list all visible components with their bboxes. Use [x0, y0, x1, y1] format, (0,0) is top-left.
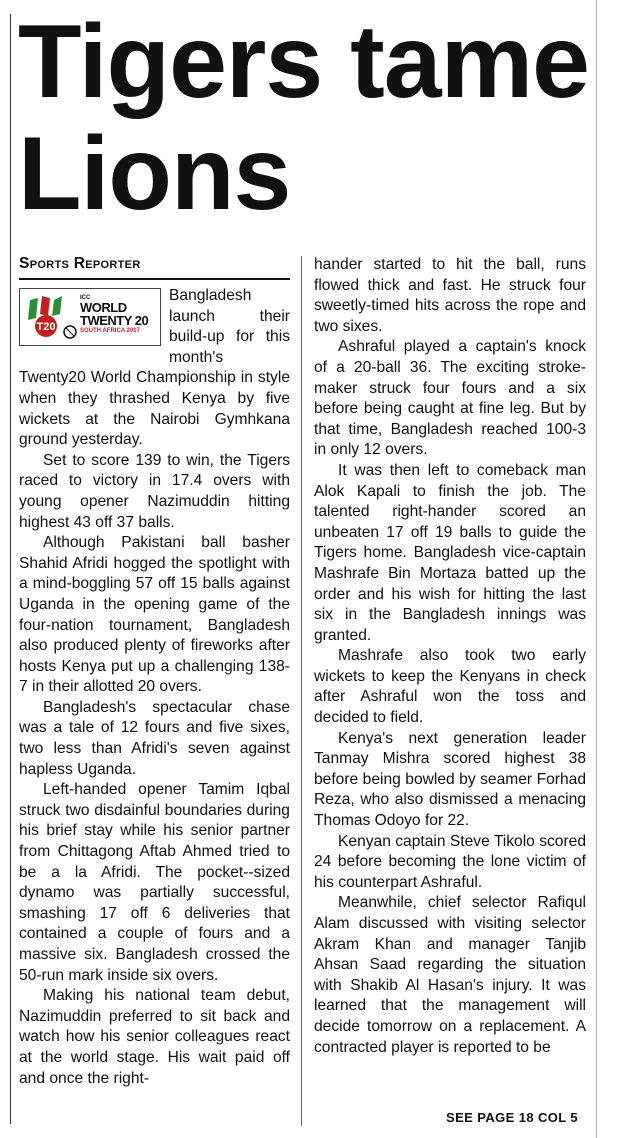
paragraph: Bangladesh's spectacular chase was a tale of 12 fours and five sixes, two less than Afridi's seven against hapless Uganda.	[19, 698, 290, 778]
paragraph: Kenyan captain Steve Tikolo scored 24 before becoming the lone victim of his counterpart Ashraful.	[314, 832, 586, 891]
paragraph: Although Pakistani ball basher Shahid Afridi hogged the spotlight with a mind-boggling 57 off 15 balls against Uganda in the opening game of the four-nation tournament, Bangladesh also produced plenty of fireworks after hosts Kenya put up a challenging 138-7 in their allotted 20 overs.	[19, 534, 290, 696]
paragraph: Left-handed opener Tamim Iqbal struck two disdainful boundaries during his brief stay while his senior partner from Chittagong Aftab Ahmed tried to be a la Afridi. The pocket--sized dynamo was partially successful, smashing 17 off 6 deliveries that contained a couple of fours and a massive six. Bangladesh crossed the 50-run mark inside six overs.	[19, 781, 290, 984]
article-column-left	[19, 254, 290, 1089]
logo-twenty20: TWENTY 20	[80, 313, 149, 328]
t20-emblem-icon	[24, 294, 78, 340]
paragraph: Kenya's next generation leader Tanmay Mishra scored highest 38 before being bowled by seamer Forhad Reza, who also dismissed a menacing Thomas Odoyo for 22.	[314, 729, 586, 830]
paragraph: Ashraful played a captain's knock of a 20-ball 36. The exciting stroke-maker struck four fours and a six before being caught at fine leg. But by that time, Bangladesh reached 100-3 in only 12 overs.	[314, 338, 586, 459]
left-column-rule	[10, 14, 11, 1124]
byline: Sports Reporter	[19, 254, 290, 280]
paragraph: Set to score 139 to win, the Tigers raced to victory in 17.4 overs with young opener Nazimuddin hitting highest 43 off 37 balls.	[19, 451, 290, 531]
logo-icc: ICC	[80, 295, 91, 301]
paragraph: Making his national team debut, Nazimuddin preferred to sit back and watch how his senior colleagues react at the world stage. His wait paid off and once the right-	[19, 987, 290, 1087]
logo-world: WORLD	[80, 300, 127, 315]
paragraph: Bangladesh launch their build-up for this month's Twenty20 World Championship in style when they thrashed Kenya by five wickets at the Nairobi Gymhkana ground yesterday.	[19, 287, 290, 449]
headline	[18, 6, 638, 230]
paragraph: It was then left to comeback man Alok Kapali to finish the job. The talented right-hander scored an unbeaten 17 off 19 balls to guide the Tigers home. Bangladesh vice-captain Mashrafe Bin Mortaza batted up the order and his wish for hitting the last six in the Bangladesh innings was granted.	[314, 461, 586, 644]
logo-badge-text: T20	[36, 321, 56, 333]
article-column-right	[314, 255, 586, 1058]
headline-line-2: Lions	[18, 116, 291, 232]
logo-south-africa: SOUTH AFRICA 2007	[80, 328, 140, 334]
paragraph: hander started to hit the ball, runs flowed thick and fast. He struck four sweetly-timed hits across the rope and two sixes.	[314, 256, 586, 335]
continuation-jump-line: SEE PAGE 18 COL 5	[446, 1110, 579, 1125]
column-divider	[301, 256, 302, 1126]
headline-line-1: Tigers tame	[18, 4, 589, 120]
paragraph: Meanwhile, chief selector Rafiqul Alam discussed with visiting selector Akram Khan and manager Tanjib Ahsan Saad regarding the situation with Shakib Al Hasan's injury. It was learned that the management will decide tomorrow on a replacement. A contracted player is reported to be	[314, 894, 586, 1056]
logo-wordmark	[80, 295, 148, 334]
paragraph: Mashrafe also took two early wickets to keep the Kenyans in check after Ashraful won the toss and decided to field.	[314, 647, 586, 727]
world-twenty20-logo	[19, 288, 161, 346]
